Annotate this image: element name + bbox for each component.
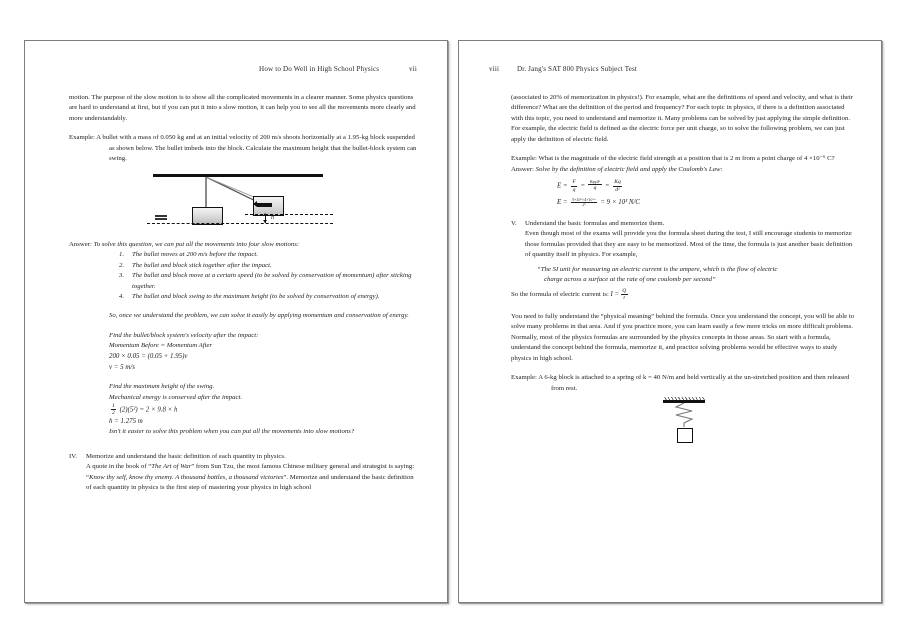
si-unit-quote [511,265,857,286]
step-number: 1. [119,251,125,259]
eq2-rhs: = 9 × 10³ N/C [600,198,640,206]
example-block-1 [69,133,419,164]
list-item [119,250,419,260]
example-text: A 6-kg block is attached to a spring of k = 40 N/m and held vertically at the un-stretched position and then released from rest. [538,374,850,392]
electric-field-equation-2 [557,196,857,209]
fraction-numerator: F [572,179,576,186]
eq2-lhs: E = [557,198,568,206]
paragraph-physical-meaning: You need to fully understand the “physical meaning” behind the formula. Once you understand the concept, you will be able to solve many problems in that area. And if you practice more, you can learn easily a few more tricks on more difficult problems. Normally, most of the physics formulas are surrounded by the physics concepts in those areas. So start with a formula, understand the concept behind the formula, memorize it, and practice solving problems would be effective ways to study physics in high school. [511,313,855,362]
eq1-equals-2: = [604,182,610,190]
energy-equation-lhs: (2)(5²) [119,406,138,414]
fraction-numerator: Kq [614,179,621,186]
outline-body [525,219,857,261]
answer-lead: To solve this question, we can put all the movements into four slow motions: [93,240,300,248]
height-arrow-icon [265,214,266,223]
formula-intro: So the formula of electric current is: [511,290,609,298]
answer-step-list [69,250,419,302]
running-head-left [55,65,417,73]
spring-coil-icon [672,403,696,427]
velocity-solution-block [69,331,419,373]
left-page-body [69,93,419,503]
running-head-right [489,65,851,73]
example-label: Example: [69,134,95,142]
spring-block-diagram [654,400,714,452]
step-text: The bullet and block move at a certain speed (to be solved by conservation of momentum) after sticking together. [132,272,412,290]
outline-text-part2: ” from Sun Tzu, the most famous Chinese military general and strategist is saying: “ [86,463,415,481]
hanging-block [677,428,693,443]
fraction-numerator: Q [622,287,627,294]
outline-text-part3: ”. Memorize and understand the basic definition of each quantity in physics is the first step of mastering your physics in high school [86,473,414,492]
answer-label: Answer: [69,240,92,248]
current-symbol: I = [610,290,620,298]
step-number: 3. [119,272,125,280]
answer-block-2 [511,165,857,175]
sun-tzu-quote: Know thy self, know thy enemy. A thousand battles, a thousand victories [89,473,284,481]
si-unit-quote-line-1: “The SI unit for measuring an electric current is the ampere, which is the flow of electric [537,265,778,273]
outline-numeral: IV. [69,452,77,460]
electric-field-equation-1 [557,179,857,193]
outline-text-part1: A quote in the book of “ [86,463,152,471]
height-result: h = 1.275 m [109,417,143,425]
paragraph-continuation: (associated to 20% of memorization in physics!). For example, what are the definitions of speed and velocity, and what is their difference? What are the definition of the period and frequency? For each topic in physics, if there is a definition associated with this topic, you need to understand and memorize it. Many problems can be solved by just applying the simple definition. For example, the electric field is defined as the electric force per unit charge, so to solve the following problem, we can just apply the definition of electric field. [511,94,854,143]
outline-numeral: V. [511,219,517,227]
example-label: Example: [511,155,537,163]
step-text: The bullet and block stick together after the impact. [132,261,272,269]
page-number-viii: viii [489,65,500,73]
bullet-embedded-icon [257,203,272,207]
height-solution-block [69,382,419,438]
list-item [119,261,419,271]
outline-text: Even though most of the exams will provide you the formula sheet during the test, I still encourage students to memorize those formulas provided that they are easy to be memorized. Most of the time, the formula is just another basic definition of quantity itself in physics. For example, [525,230,853,259]
momentum-equation: 200 × 0.05 = (0.05 + 1.95)v [109,352,188,360]
answer-text: Solve by the definition of electric field and apply the Coulomb's Law: [535,165,723,173]
eq1-lhs: E = [557,182,568,190]
outline-heading: Understand the basic formulas and memorize them. [525,219,665,227]
step-text: The bullet moves at 200 m/s before the impact. [132,251,258,259]
fraction-numerator: Kqq/d² [589,180,601,185]
height-label: h [271,213,275,221]
page-right[interactable] [458,40,882,603]
closing-question: Isn't it easier to solve this problem when you can put all the movements into slow motions? [109,428,355,436]
fraction-Kq-over-d2 [613,179,623,193]
one-half-fraction [111,403,117,417]
bullet-block-pendulum-diagram [137,174,337,230]
art-of-war-title: The Art of War [151,463,192,471]
fraction-denominator: d² [615,186,620,193]
paragraph-intro: motion. The purpose of the slow motion is to show all the complicated movements in a clearer manner. Some physics questions are hard to understand at first, but if you can put it into a slow motion, it can help you to see all the movements more clearly and more understandably. [69,94,416,122]
current-formula-line [511,288,857,301]
example-text-line-a: What is the magnitude of the electric field strength at a position that is 2 m [538,155,741,163]
running-head-title: How to Do Well in High School Physics [259,65,380,73]
step-text: The bullet and block swing to the maximum height (to be solved by conservation of energy). [132,292,380,300]
fraction-coulomb-over-q [588,180,601,192]
fraction-numerator: 9×10⁹×4×10⁻⁶ [572,197,596,202]
eq1-equals-1: = [580,182,586,190]
fraction-numeric-field [571,198,597,207]
step-number: 2. [119,261,125,269]
momentum-conservation-line: Momentum Before = Momentum After [109,342,213,350]
list-item [119,292,419,302]
find-velocity-line: Find the bullet/block system's velocity after the impact: [109,331,259,339]
fraction-denominator: q [593,185,597,192]
outline-item-iv [69,452,419,494]
fraction-denominator: q [572,186,576,193]
example-block-3 [511,373,857,394]
outline-heading: Memorize and understand the basic definition of each quantity in physics. [86,452,286,460]
example-label: Example: [511,374,537,382]
fraction-F-over-q [571,179,577,193]
right-page-body [511,93,857,452]
outline-item-v [511,219,857,261]
fraction-denominator: 2² [582,202,586,207]
bullet-trail-icon [155,218,167,220]
answer-block-1 [69,240,419,250]
energy-equation-rhs: = 2 × 9.8 × h [139,406,178,414]
si-unit-quote-line-2: charge across a surface at the rate of one coulomb per second” [544,276,716,284]
base-level-dashed-line [147,223,333,224]
answer-label: Answer: [511,165,534,173]
bullet-icon [155,215,167,217]
example-text: A bullet with a mass of 0.050 kg and at an initial velocity of 200 m/s shoots horizontally at a 1.95-kg block suspended as shown below. The bullet imbeds into the block. Calculate the maximum height that the bullet-block system can swing. [96,134,417,163]
example-block-2 [511,154,857,164]
velocity-result: v = 5 m/s [109,363,135,371]
electric-field-equations [511,179,857,209]
running-head-title: Dr. Jang's SAT 800 Physics Subject Test [516,65,638,73]
fraction-numerator: 1 [112,403,115,410]
reference-level-dashed-line [245,214,333,215]
fraction-denominator: t [623,294,625,301]
fraction-denominator: 2 [112,410,115,417]
outline-body [86,452,419,494]
find-height-line: Find the maximum height of the swing. [109,383,215,391]
paragraph-so-once: So, once we understand the problem, we can solve it easily by applying momentum and conservation of energy. [109,312,409,320]
step-number: 4. [119,292,125,300]
energy-equation [109,403,419,417]
page-number-vii: vii [409,65,417,73]
page-left[interactable] [24,40,448,603]
example-text-line-b: from a point charge of 4 ×10⁻⁶ C? [742,155,835,163]
mechanical-energy-line: Mechanical energy is conserved after the impact. [109,393,243,401]
list-item [119,271,419,292]
fraction-Q-over-t [621,288,628,301]
